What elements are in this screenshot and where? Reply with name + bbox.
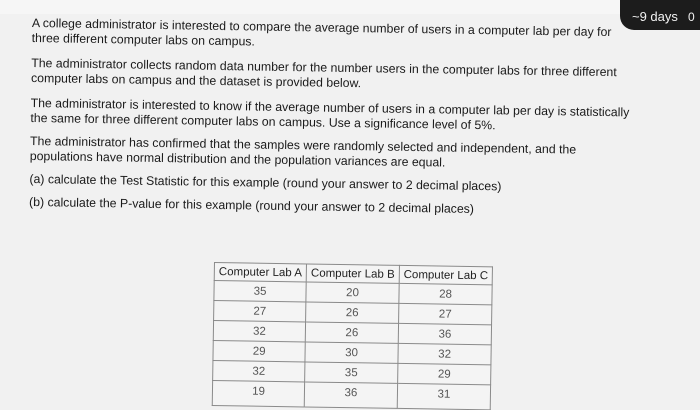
table-cell: 20 <box>306 282 399 303</box>
table-cell: 29 <box>397 363 491 384</box>
assumptions-paragraph: The administrator has confirmed that the samples were randomly selected and independent, and the populations have normal distribution and the population variances are equal. <box>29 133 577 170</box>
table-cell: 32 <box>213 321 305 342</box>
header-lab-a: Computer Lab A <box>214 263 306 282</box>
table-cell: 19 <box>212 380 304 406</box>
table-cell: 30 <box>305 342 398 363</box>
table-cell: 32 <box>213 360 305 381</box>
table-cell: 36 <box>304 382 397 408</box>
badge-extra-text: 0 <box>688 10 695 24</box>
top-bar <box>0 0 700 14</box>
intro-paragraph: A college administrator is interested to compare the average number of users in a computer lab per day for three different computer labs on campus. <box>31 16 612 49</box>
table-cell: 36 <box>398 323 492 344</box>
table-cell: 27 <box>214 301 306 322</box>
table-row <box>212 380 491 409</box>
table-cell: 28 <box>399 283 493 304</box>
table-cell: 26 <box>305 322 398 343</box>
header-lab-b: Computer Lab B <box>306 264 399 283</box>
question-text <box>29 16 632 227</box>
table-cell: 32 <box>398 343 492 364</box>
lab-users-table <box>212 262 493 410</box>
data-collection-paragraph: The administrator collects random data number for the number users in the computer labs for three different computer labs on campus and the dataset is provided below. <box>30 55 617 91</box>
table-cell: 35 <box>214 281 306 302</box>
hypothesis-paragraph: The administrator is interested to know if the average number of users in a computer lab per day is statistically the same for three different computer labs on campus. Use a significance level of 5%. <box>30 95 630 133</box>
header-lab-c: Computer Lab C <box>399 265 493 284</box>
days-remaining-label: ~9 days <box>632 9 678 24</box>
table-cell: 29 <box>213 340 305 361</box>
table-cell: 35 <box>305 362 398 383</box>
table-cell: 27 <box>398 303 492 324</box>
part-a-question: (a) calculate the Test Statistic for this example (round your answer to 2 decimal places) <box>29 171 502 194</box>
table-cell: 26 <box>306 302 399 323</box>
table-cell: 31 <box>397 383 491 409</box>
part-b-question: (b) calculate the P-value for this example (round your answer to 2 decimal places) <box>28 194 475 216</box>
